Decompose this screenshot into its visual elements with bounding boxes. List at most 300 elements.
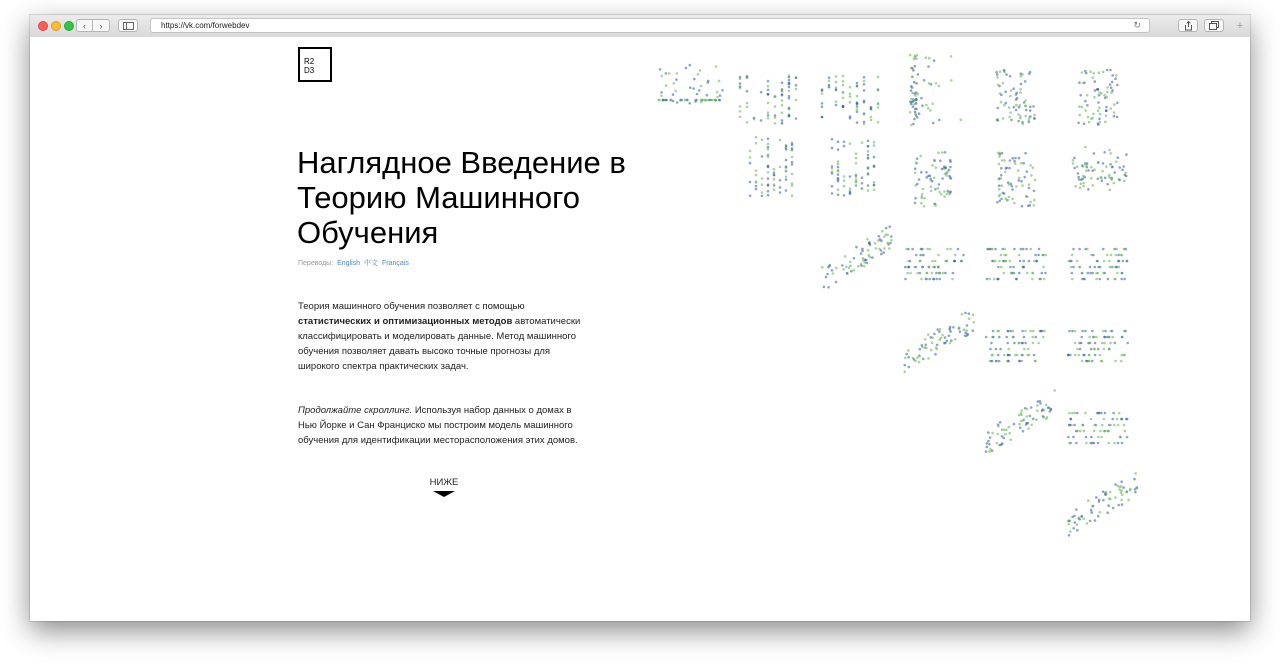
scatter-point (1004, 248, 1007, 251)
scatter-point (919, 348, 922, 351)
scatter-point (837, 188, 840, 191)
scatter-point (1036, 404, 1039, 407)
scatter-point (1009, 330, 1012, 333)
scatter-point (1109, 83, 1112, 86)
scatter-point (1025, 104, 1028, 107)
scatter-point (925, 344, 928, 347)
scatter-point (909, 111, 912, 114)
scatter-point (837, 163, 840, 166)
scatter-point (1044, 254, 1047, 257)
scatter-point (972, 313, 975, 316)
zoom-window-icon[interactable] (64, 21, 74, 31)
scatter-point (1067, 354, 1070, 357)
scatter-point (1127, 499, 1130, 502)
scatter-point (1091, 184, 1094, 187)
scatter-point (1102, 272, 1105, 275)
scatter-point (755, 181, 758, 184)
scatter-point (911, 75, 914, 78)
scatter-point (1042, 266, 1045, 269)
scatter-point (910, 98, 913, 101)
sidebar-toggle-button[interactable] (118, 19, 138, 32)
scatter-point (1005, 428, 1008, 431)
scatter-point (873, 181, 876, 184)
scatter-point (853, 257, 856, 260)
scatter-point (933, 59, 936, 62)
scatter-point (1110, 177, 1113, 180)
scatter-point (1036, 260, 1039, 263)
scatter-point (1021, 205, 1024, 208)
scatter-point (1034, 254, 1037, 257)
scatter-point (929, 336, 932, 339)
scatter-point (1113, 115, 1116, 118)
scatter-point (1012, 87, 1015, 90)
scatter-point (933, 333, 936, 336)
scatter-point (1076, 166, 1079, 169)
scatter-point (665, 72, 668, 75)
scatter-point (921, 193, 924, 196)
scatter-point (1013, 248, 1016, 251)
scatter-point (842, 75, 845, 78)
scatter-point (1117, 424, 1120, 427)
scatter-point (921, 266, 924, 269)
scatter-point (1074, 342, 1077, 345)
scatter-point (920, 97, 923, 100)
scatter-point (746, 121, 749, 124)
scatter-point (913, 358, 916, 361)
scatter-point (849, 265, 852, 268)
scatter-point (931, 164, 934, 167)
scatter-point (961, 313, 964, 316)
scatter-point (927, 65, 930, 68)
scatter-point (1041, 254, 1044, 257)
scatter-point (935, 278, 938, 281)
scatter-point (1116, 116, 1119, 119)
scatter-point (1100, 412, 1103, 415)
scatter-point (1035, 418, 1038, 421)
scatter-point (1024, 342, 1027, 345)
scatter-point (1005, 336, 1008, 339)
scatter-point (781, 104, 784, 107)
scatter-point (1117, 504, 1120, 507)
scatter-point (904, 278, 907, 281)
scatter-point (910, 89, 913, 92)
scatter-point (929, 109, 932, 112)
scatter-point (785, 189, 788, 192)
scatter-point (930, 179, 933, 182)
scatter-point (881, 230, 884, 233)
scatter-point (958, 326, 961, 329)
scatter-point (938, 272, 941, 275)
scatter-point (1089, 70, 1092, 73)
scatter-point (865, 262, 868, 265)
scatter-point (998, 330, 1001, 333)
translation-link-english[interactable]: English (337, 260, 361, 267)
scatter-point (1098, 118, 1101, 121)
scatter-point (1109, 152, 1112, 155)
close-window-icon[interactable] (38, 21, 48, 31)
scatter-point (1030, 174, 1033, 177)
scatter-point (1078, 105, 1081, 108)
scatter-point (922, 358, 925, 361)
scroll-down-button[interactable] (420, 477, 468, 497)
scatter-point (842, 268, 845, 271)
scatter-point (849, 86, 852, 89)
scatter-point (1021, 330, 1024, 333)
scatter-point (767, 85, 770, 88)
scatter-point (1073, 157, 1076, 160)
scatter-point (835, 75, 838, 78)
scatter-point (1082, 82, 1085, 85)
scatter-point (1000, 177, 1003, 180)
scatter-point (1103, 94, 1106, 97)
scatter-point (785, 165, 788, 168)
scatter-point (1037, 342, 1040, 345)
scatter-point (1081, 330, 1084, 333)
scatter-point (1120, 354, 1123, 357)
scatter-point (1076, 529, 1079, 532)
scatter-point (1021, 360, 1024, 363)
scatter-point (767, 102, 770, 105)
scatter-point (989, 348, 992, 351)
scatter-point (1067, 436, 1070, 439)
scatter-point (1123, 354, 1126, 357)
scatter-point (826, 273, 829, 276)
scatter-point (936, 328, 939, 331)
scatter-point (964, 312, 967, 315)
scatter-point (925, 171, 928, 174)
translations-label: Переводы: (298, 260, 334, 267)
scatter-point (828, 76, 831, 79)
scatter-point (1000, 198, 1003, 201)
scatter-point (1068, 442, 1071, 445)
scatter-point (863, 265, 866, 268)
scatter-point (999, 348, 1002, 351)
scatter-point (1121, 336, 1124, 339)
scatter-point (855, 184, 858, 187)
scatter-point (842, 91, 845, 94)
scatter-point (861, 182, 864, 185)
scatter-point (925, 104, 928, 107)
scatter-point (915, 91, 918, 94)
scatter-point (1093, 442, 1096, 445)
scatter-point (835, 267, 838, 270)
scatter-point (791, 163, 794, 166)
scatter-point (1106, 430, 1109, 433)
scatter-point (1022, 248, 1025, 251)
scatter-point (938, 191, 941, 194)
scatter-point (857, 265, 860, 268)
scatter-point (888, 225, 891, 228)
scatter-point (674, 90, 677, 93)
share-button[interactable] (1178, 19, 1198, 32)
scatter-point (849, 261, 852, 264)
scatter-point (761, 177, 764, 180)
scatter-point (994, 260, 997, 263)
scatter-point (1030, 424, 1033, 427)
scatter-point (1002, 272, 1005, 275)
scatter-point (835, 100, 838, 103)
minimize-window-icon[interactable] (51, 21, 61, 31)
scatter-point (915, 161, 918, 164)
scatter-point (828, 86, 831, 89)
reload-icon[interactable]: ↻ (1133, 20, 1141, 30)
scatter-point (1023, 336, 1026, 339)
scatter-point (998, 155, 1001, 158)
scatter-point (1042, 416, 1045, 419)
scatter-point (1090, 436, 1093, 439)
scatter-point (1073, 424, 1076, 427)
new-tab-button[interactable]: + (1236, 20, 1244, 32)
scatter-point (1082, 182, 1085, 185)
scatter-point (873, 156, 876, 159)
scatter-point (986, 446, 989, 449)
scatter-point (1095, 336, 1098, 339)
scatter-point (960, 260, 963, 263)
address-bar[interactable] (150, 18, 1150, 33)
scatter-point (774, 105, 777, 108)
scatter-point (791, 149, 794, 152)
scatter-point (1083, 430, 1086, 433)
scatter-point (779, 191, 782, 194)
scatter-point (991, 432, 994, 435)
scatter-point (1092, 254, 1095, 257)
scatter-point (1097, 442, 1100, 445)
scatter-point (1084, 146, 1087, 149)
scatter-point (1077, 172, 1080, 175)
scatter-point (1028, 187, 1031, 190)
scatter-point (867, 166, 870, 169)
scatter-point (989, 436, 992, 439)
scatter-point (1032, 330, 1035, 333)
scatter-point (991, 260, 994, 263)
scatter-point (927, 357, 930, 360)
scatter-point (1106, 183, 1109, 186)
scatter-point (883, 247, 886, 250)
scatter-point (831, 172, 834, 175)
scatter-point (850, 270, 853, 273)
scatter-point (856, 121, 859, 124)
scatter-point (827, 286, 830, 289)
intro-paragraph (298, 299, 588, 374)
scatter-point (767, 190, 770, 193)
scatter-point (1098, 499, 1101, 502)
scatter-point (867, 172, 870, 175)
scatter-point (767, 155, 770, 158)
scatter-point (1015, 93, 1018, 96)
scatter-point (1102, 499, 1105, 502)
scatter-point (1084, 330, 1087, 333)
scatter-point (1008, 167, 1011, 170)
scatter-point (1022, 162, 1025, 165)
scatter-point (1102, 330, 1105, 333)
scatter-point (1105, 115, 1108, 118)
scatter-point (1073, 515, 1076, 518)
show-tabs-button[interactable] (1204, 19, 1224, 32)
scatter-point (1116, 418, 1119, 421)
translation-link-chinese[interactable]: 中文 (364, 260, 379, 267)
scatter-point (795, 77, 798, 80)
scatter-point (907, 356, 910, 359)
scatter-point (989, 278, 992, 281)
scatter-point (746, 106, 749, 109)
scatter-point (873, 189, 876, 192)
scatter-point (1087, 188, 1090, 191)
scatter-point (1120, 499, 1123, 502)
scatter-point (831, 269, 834, 272)
scatter-point (1017, 120, 1020, 123)
scatter-point (825, 276, 828, 279)
scatter-point (1081, 360, 1084, 363)
scatter-point (1004, 171, 1007, 174)
scatter-point (877, 106, 880, 109)
scatter-point (909, 54, 912, 57)
scatter-point (1008, 196, 1011, 199)
scatter-point (843, 141, 846, 144)
scatter-point (1029, 204, 1032, 207)
scatter-point (698, 89, 701, 92)
scatter-point (1078, 342, 1081, 345)
scatter-point (1005, 102, 1008, 105)
scatter-point (849, 93, 852, 96)
scatter-point (1104, 177, 1107, 180)
scatter-point (1013, 202, 1016, 205)
scatter-point (927, 175, 930, 178)
scatter-point (695, 99, 698, 102)
scatter-point (1106, 69, 1109, 72)
scatter-point (739, 110, 742, 113)
scatter-point (907, 248, 910, 251)
scatter-point (1084, 109, 1087, 112)
scatter-point (767, 171, 770, 174)
scroll-down-label: НИЖЕ (429, 477, 459, 488)
scatter-point (995, 71, 998, 74)
forward-button[interactable]: › (93, 19, 110, 32)
scatter-point (1112, 412, 1115, 415)
scatter-point (1071, 278, 1074, 281)
scatter-point (1068, 534, 1071, 537)
scatter-point (1011, 198, 1014, 201)
scatter-point (1020, 180, 1023, 183)
scatter-point (948, 193, 951, 196)
scatter-point (931, 103, 934, 106)
scatter-point (1046, 416, 1049, 419)
scatter-point (913, 266, 916, 269)
scatter-point (938, 183, 941, 186)
scatter-point (875, 247, 878, 250)
scatter-point (1067, 520, 1070, 523)
scatter-point (928, 266, 931, 269)
scatter-point (1020, 420, 1023, 423)
scatter-point (998, 260, 1001, 263)
scatter-point (1115, 74, 1118, 77)
scatter-point (658, 99, 661, 102)
scatter-point (1081, 278, 1084, 281)
scatter-point (755, 142, 758, 145)
scatter-point (1114, 254, 1117, 257)
scatter-point (950, 339, 953, 342)
scatter-point (1019, 117, 1022, 120)
scatter-point (1031, 278, 1034, 281)
scatter-point (837, 170, 840, 173)
scatter-point (1089, 520, 1092, 523)
scatter-point (939, 338, 942, 341)
scatter-point (773, 185, 776, 188)
scatter-point (1076, 260, 1079, 263)
scatter-point (921, 254, 924, 257)
scatter-point (706, 94, 709, 97)
scatter-point (1083, 122, 1086, 125)
scatter-point (963, 328, 966, 331)
scatter-point (1081, 424, 1084, 427)
arrow-down-icon (433, 491, 455, 497)
scatter-point (1005, 167, 1008, 170)
scatter-point (1108, 348, 1111, 351)
translation-link-french[interactable]: Français (381, 260, 409, 267)
scatter-point (861, 141, 864, 144)
scatter-point (910, 67, 913, 70)
scatter-point (1031, 272, 1034, 275)
scatter-point (1010, 119, 1013, 122)
scatter-point (1039, 402, 1042, 405)
scatter-point (860, 263, 863, 266)
back-button[interactable]: ‹ (76, 19, 93, 32)
scatter-point (1018, 414, 1021, 417)
scatter-point (1090, 348, 1093, 351)
scatter-point (1072, 436, 1075, 439)
scatter-point (1010, 89, 1013, 92)
scatter-point (863, 76, 866, 79)
scatter-point (1113, 278, 1116, 281)
scatter-point (996, 201, 999, 204)
scatter-point (835, 281, 838, 284)
scatter-point (1117, 260, 1120, 263)
scatter-point (996, 107, 999, 110)
scatter-point (943, 342, 946, 345)
scatter-point (995, 360, 998, 363)
scatter-point (689, 64, 692, 67)
scatter-point (1043, 278, 1046, 281)
scatter-point (1123, 180, 1126, 183)
r2d3-logo[interactable]: R2 D3 (298, 47, 332, 82)
scatter-point (746, 90, 749, 93)
scatter-point (1002, 117, 1005, 120)
scatter-point (904, 357, 907, 360)
scatter-point (1120, 278, 1123, 281)
scatter-point (997, 119, 1000, 122)
scatter-point (837, 180, 840, 183)
scatter-point (941, 334, 944, 337)
scatter-point (1043, 409, 1046, 412)
intro-text-bold: статистических и оптимизационных методов (298, 316, 513, 327)
scatter-point (1008, 426, 1011, 429)
scatter-point (998, 360, 1001, 363)
scatter-point (1111, 418, 1114, 421)
scatter-point (1088, 354, 1091, 357)
scatter-point (1020, 162, 1023, 165)
scatter-point (996, 73, 999, 76)
scatter-point (845, 266, 848, 269)
scatter-point (1009, 111, 1012, 114)
scatter-point (877, 121, 880, 124)
scatter-point (1093, 152, 1096, 155)
scatter-point (1116, 84, 1119, 87)
scatter-point (1113, 424, 1116, 427)
scatter-point (861, 176, 864, 179)
scatter-point (1111, 330, 1114, 333)
scatter-point (1085, 442, 1088, 445)
scatter-point (760, 91, 763, 94)
scatter-point (664, 99, 667, 102)
